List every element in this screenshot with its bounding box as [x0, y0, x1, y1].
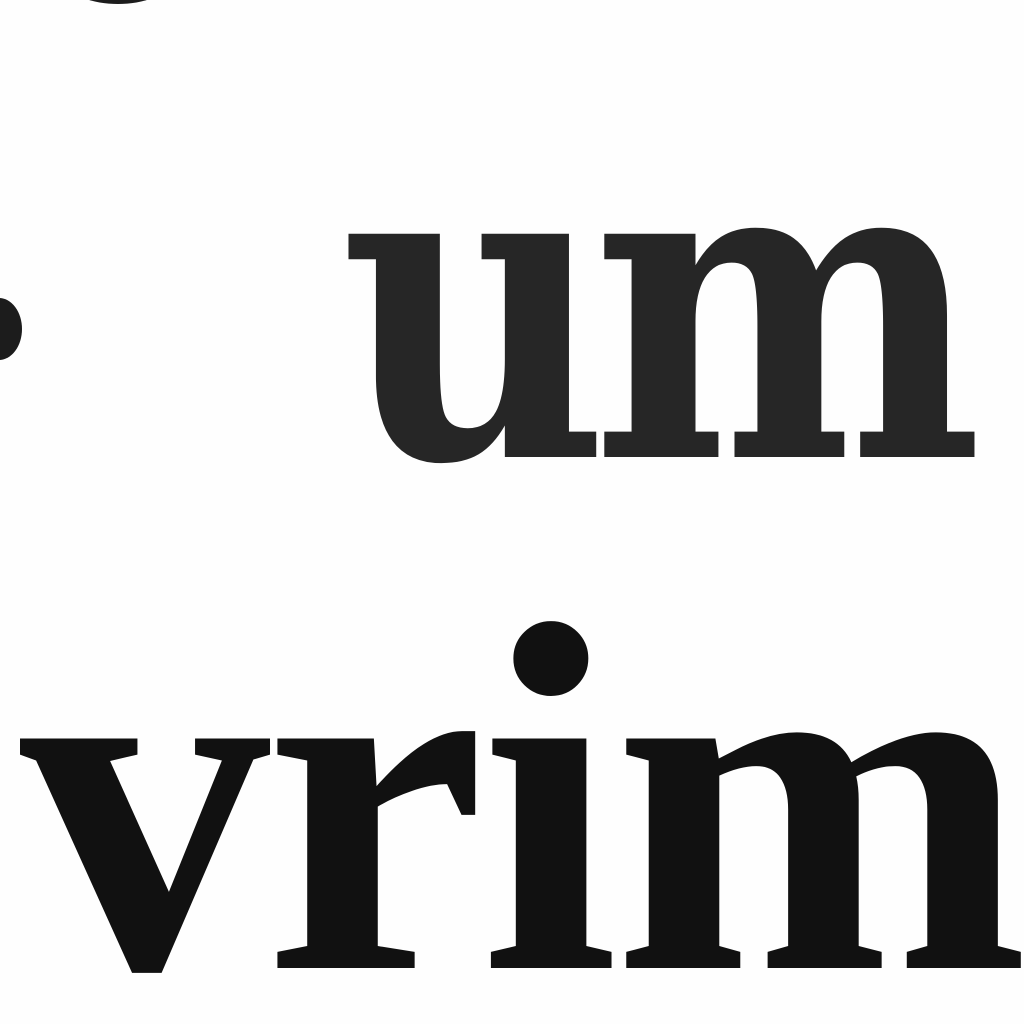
roman-text-line: vrim: [20, 523, 1024, 1024]
cropped-ink-mark-top: [70, 0, 166, 4]
blackletter-text-line: um: [340, 54, 966, 559]
cropped-ink-mark-left: [0, 298, 22, 360]
